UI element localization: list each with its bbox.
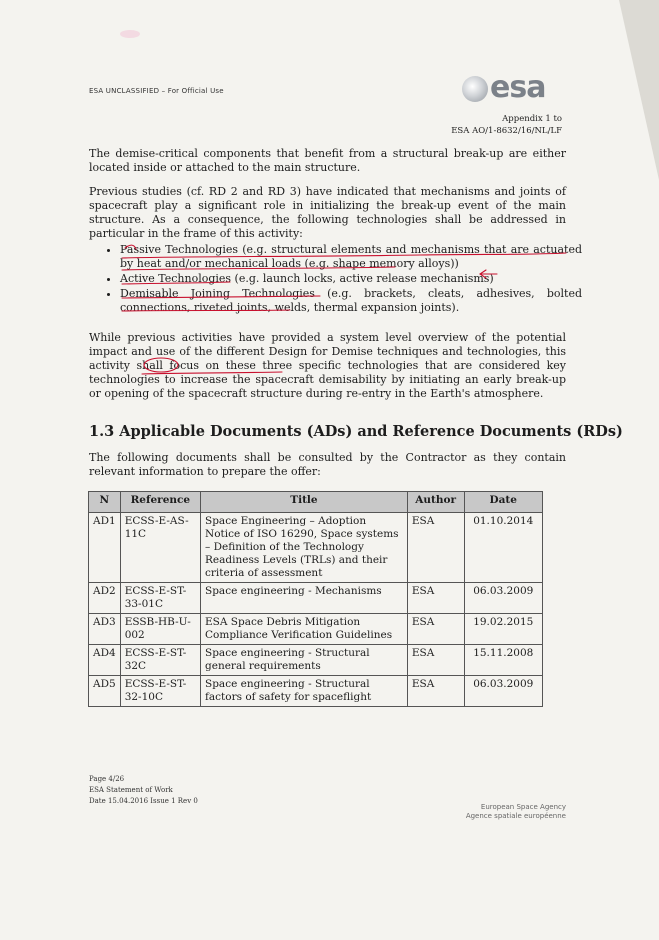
page-fold-shadow [619, 0, 659, 180]
table-row [89, 583, 543, 614]
table-row [89, 676, 543, 707]
cell-date: 19.02.2015 [464, 614, 543, 645]
column-header: N [89, 492, 121, 513]
cell-date: 06.03.2009 [464, 583, 543, 614]
logo-wordmark: esa [490, 70, 546, 105]
classification-label: ESA UNCLASSIFIED – For Official Use [89, 87, 224, 95]
table-row [89, 645, 543, 676]
footer-issue-date: Date 15.04.2016 Issue 1 Rev 0 [89, 797, 198, 805]
cell-author: ESA [407, 583, 464, 614]
appendix-reference [451, 113, 562, 137]
agency-name [466, 803, 566, 821]
cell-n: AD1 [89, 513, 121, 583]
cell-author: ESA [407, 645, 464, 676]
paragraph-3: While previous activities have provided a system level overview of the potential impact and use of the different Design for Demise techniques and technologies, this activity shall focus on these three specific technologies that are considered key technologies to increase the spacecraft demisability by initiating an early break-up or opening of the spacecraft structure during re-entry in the Earth's atmosphere. [89, 331, 566, 400]
cell-reference: ECSS-E-ST-33-01C [120, 583, 200, 614]
agency-name-en: European Space Agency [480, 803, 566, 811]
cell-reference: ECSS-E-AS-11C [120, 513, 200, 583]
list-item: • Demisable Joining Technologies (e.g. brackets, cleats, adhesives, bolted connections, riveted joints, welds, thermal expansion joints). [120, 287, 582, 315]
table-row [89, 513, 543, 583]
page-footer [89, 774, 198, 807]
footer-document-name: ESA Statement of Work [89, 786, 173, 794]
technology-list [104, 243, 582, 316]
footer-page-number: Page 4/26 [89, 775, 125, 783]
cell-reference: ECSS-E-ST-32-10C [120, 676, 200, 707]
cell-title: Space engineering - Structural factors of safety for spaceflight [201, 676, 408, 707]
list-item: • Active Technologies (e.g. launch locks, active release mechanisms) [120, 272, 582, 286]
esa-logo [452, 70, 567, 110]
list-item: • Passive Technologies (e.g. structural elements and mechanisms that are actuated by heat and/or mechanical loads (e.g. shape memory alloys)) [120, 243, 582, 271]
paragraph-4: The following documents shall be consulted by the Contractor as they contain relevant information to prepare the offer: [89, 451, 566, 478]
cell-title: Space engineering - Mechanisms [201, 583, 408, 614]
cell-n: AD3 [89, 614, 121, 645]
agency-name-fr: Agence spatiale européenne [465, 812, 566, 820]
section-heading: 1.3 Applicable Documents (ADs) and Reference Documents (RDs) [89, 423, 623, 440]
globe-icon [462, 76, 488, 102]
appendix-line-2: ESA AO/1-8632/16/NL/LF [451, 126, 562, 136]
cell-date: 01.10.2014 [464, 513, 543, 583]
cell-reference: ESSB-HB-U-002 [120, 614, 200, 645]
cell-n: AD4 [89, 645, 121, 676]
paragraph-2: Previous studies (cf. RD 2 and RD 3) have indicated that mechanisms and joints of spacecraft play a significant role in initializing the break-up event of the main structure. As a consequence, the following technologies shall be addressed in particular in the frame of this activity: [89, 185, 566, 240]
cell-n: AD2 [89, 583, 121, 614]
cell-title: Space engineering - Structural general requirements [201, 645, 408, 676]
table-row [89, 614, 543, 645]
cell-n: AD5 [89, 676, 121, 707]
table-header-row [89, 492, 543, 513]
cell-reference: ECSS-E-ST-32C [120, 645, 200, 676]
column-header: Author [407, 492, 464, 513]
paragraph-1: The demise-critical components that benefit from a structural break-up are either located inside or attached to the main structure. [89, 147, 566, 174]
cell-date: 15.11.2008 [464, 645, 543, 676]
column-header: Title [201, 492, 408, 513]
cell-title: ESA Space Debris Mitigation Compliance Verification Guidelines [201, 614, 408, 645]
applicable-documents-table [88, 491, 543, 707]
cell-author: ESA [407, 614, 464, 645]
column-header: Date [464, 492, 543, 513]
cell-title: Space Engineering – Adoption Notice of ISO 16290, Space systems – Definition of the Technology Readiness Levels (TRLs) and their criteria of assessment [201, 513, 408, 583]
appendix-line-1: Appendix 1 to [502, 114, 562, 124]
cell-author: ESA [407, 676, 464, 707]
cell-author: ESA [407, 513, 464, 583]
cell-date: 06.03.2009 [464, 676, 543, 707]
ink-smudge [120, 30, 140, 38]
column-header: Reference [120, 492, 200, 513]
